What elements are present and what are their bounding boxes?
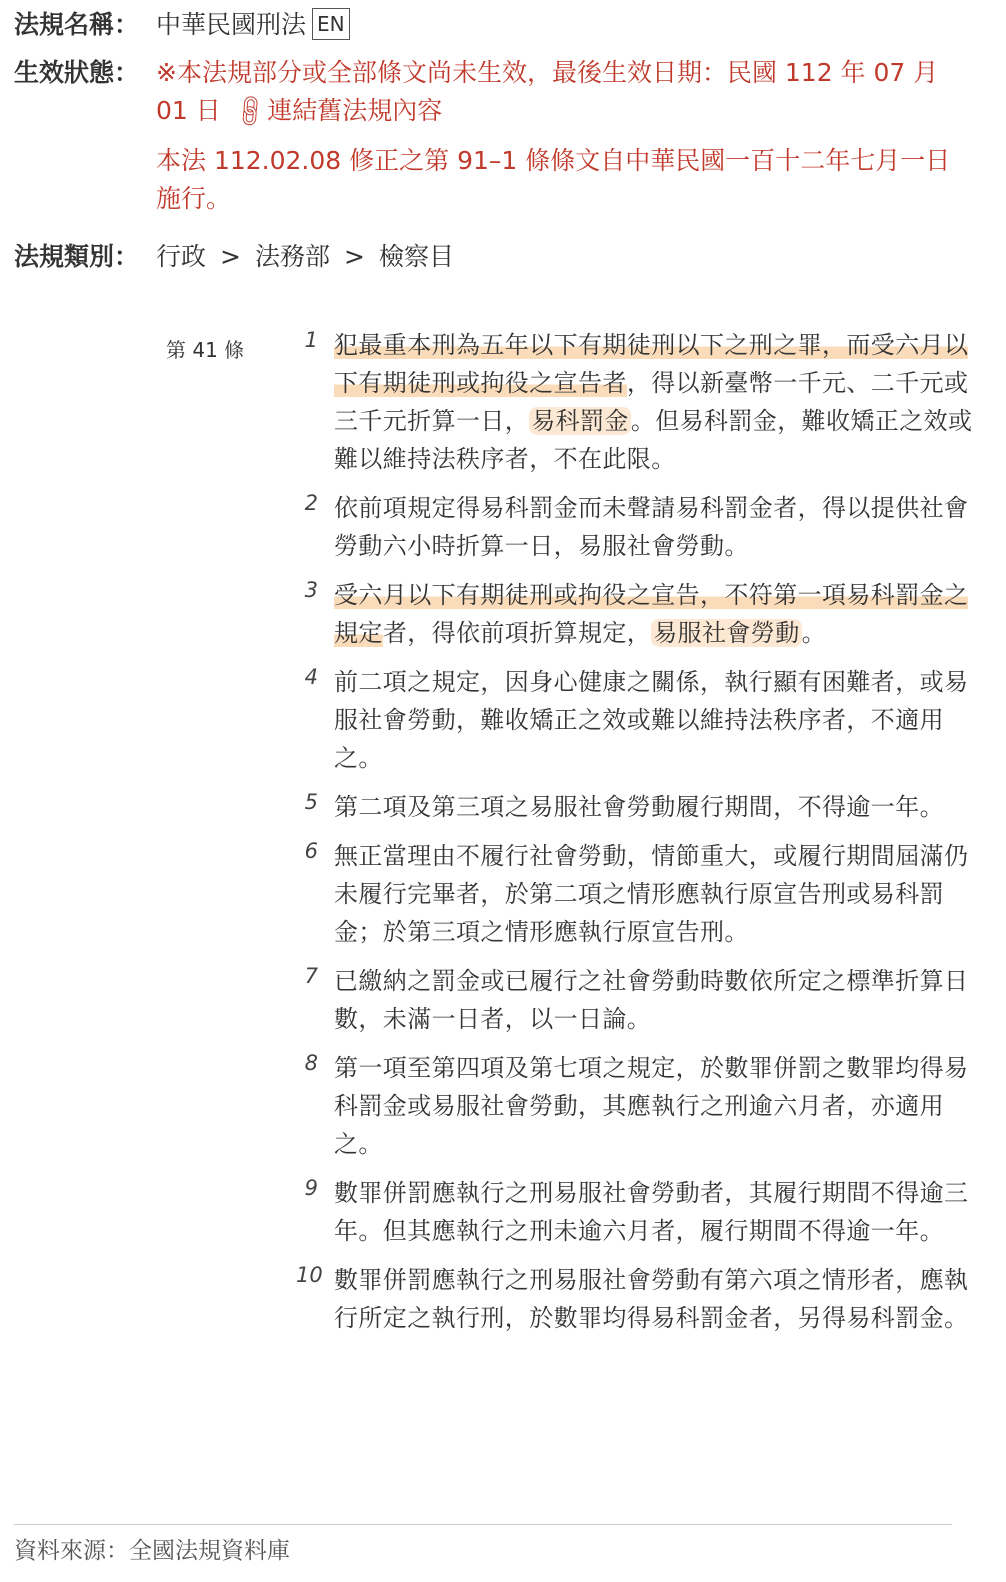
paragraph-number: 5 (304, 790, 318, 814)
paragraph-segment: 。 (801, 619, 827, 647)
paragraph-segment: 已繳納之罰金或已履行之社會勞動時數依所定之標準折算日數，未滿一日者，以一日論。 (334, 967, 969, 1033)
old-version-link[interactable] (229, 90, 443, 132)
paragraph-number: 6 (304, 839, 318, 863)
paragraph-number: 4 (304, 665, 318, 689)
link-icon: 🔗︎ (229, 90, 271, 132)
paragraph-number: 8 (304, 1051, 318, 1075)
footer-divider (14, 1524, 952, 1525)
law-name-value: 中華民國刑法 (156, 10, 307, 39)
paragraph-text (334, 1174, 976, 1250)
paragraph-number: 10 (296, 1263, 323, 1287)
status-text: ※本法規部分或全部條文尚未生效，最後生效日期：民國 112 年 07 月 01 日 (156, 58, 939, 125)
article-paragraph (296, 576, 976, 652)
paragraph-text (334, 837, 976, 951)
breadcrumb-item[interactable]: 行政 (156, 242, 207, 271)
article-paragraph (296, 1049, 976, 1163)
breadcrumb-separator: > (220, 242, 241, 271)
paragraph-segment: 依前項規定得易科罰金而未聲請易科罰金者，得以提供社會勞動六小時折算一日，易服社會勞動。 (334, 494, 969, 560)
status-label: 生效狀態： (14, 58, 140, 87)
law-name-label: 法規名稱： (14, 10, 140, 39)
article-paragraph (296, 1261, 976, 1337)
paragraph-segment: 無正當理由不履行社會勞動，情節重大，或履行期間屆滿仍未履行完畢者，於第二項之情形應執行原宣告刑或易科罰金；於第三項之情形應執行原宣告刑。 (334, 842, 969, 946)
category-breadcrumb (156, 232, 974, 276)
old-version-link-label: 連結舊法規內容 (267, 96, 443, 125)
effective-note: 本法 112.02.08 修正之第 91–1 條條文自中華民國一百十二年七月一日施行。 (156, 146, 951, 213)
paragraph-segment: 第一項至第四項及第七項之規定，於數罪併罰之數罪均得易科罰金或易服社會勞動，其應執行之刑逾六月者，亦適用之。 (334, 1054, 969, 1158)
data-source: 資料來源：全國法規資料庫 (14, 1538, 290, 1564)
article-paragraph (296, 489, 976, 565)
highlighted-term: 易服社會勞動 (653, 619, 800, 647)
paragraph-segment: 數罪併罰應執行之刑易服社會勞動者，其履行期間不得逾三年。但其應執行之刑未逾六月者，履行期間不得逾一年。 (334, 1179, 969, 1245)
highlighted-text: 犯最重本刑為五年以下有期徒刑以下之刑之罪，而受六月以下有期徒刑或拘役之宣告者 (334, 331, 969, 397)
paragraph-number: 3 (304, 578, 318, 602)
breadcrumb-separator: > (343, 242, 365, 271)
highlighted-text: 受六月以下有期徒刑或拘役之宣告，不符第一項易科罰金之規定 (334, 581, 969, 647)
paragraph-text (334, 1261, 976, 1337)
article-paragraph (296, 326, 976, 478)
paragraph-text (334, 962, 976, 1038)
law-name-row (14, 0, 974, 48)
law-meta (14, 0, 974, 282)
article-paragraphs (296, 326, 976, 1348)
article-paragraph (296, 1174, 976, 1250)
paragraph-text (334, 663, 976, 777)
paragraph-text (334, 489, 976, 565)
paragraph-text (334, 576, 976, 652)
paragraph-segment: 數罪併罰應執行之刑易服社會勞動有第六項之情形者，應執行所定之執行刑，於數罪均得易科罰金者，另得易科罰金。 (334, 1266, 969, 1332)
article-paragraph (296, 837, 976, 951)
category-label: 法規類別： (14, 242, 140, 271)
paragraph-number: 9 (304, 1176, 318, 1200)
paragraph-number: 1 (304, 328, 318, 352)
article-paragraph (296, 962, 976, 1038)
breadcrumb-item[interactable]: 檢察目 (378, 242, 454, 271)
paragraph-number: 7 (304, 964, 318, 988)
paragraph-text (334, 326, 976, 478)
highlighted-term: 易科罰金 (531, 407, 629, 435)
paragraph-segment: 第二項及第三項之易服社會勞動履行期間，不得逾一年。 (334, 793, 944, 821)
english-version-button[interactable]: EN (312, 8, 350, 40)
article-paragraph (296, 663, 976, 777)
article-paragraph (296, 788, 976, 826)
article-number: 第 41 條 (166, 338, 245, 362)
breadcrumb-item[interactable]: 法務部 (254, 242, 330, 271)
paragraph-segment: 前二項之規定，因身心健康之關係，執行顯有困難者，或易服社會勞動，難收矯正之效或難以維持法秩序者，不適用之。 (334, 668, 969, 772)
paragraph-text (334, 788, 976, 826)
paragraph-segment: ，得以新臺幣一千元、二千元或三千元折算一日， (334, 369, 969, 435)
category-row (14, 232, 974, 282)
status-row (14, 48, 974, 232)
paragraph-segment: 者，得依前項折算規定， (382, 619, 652, 647)
paragraph-number: 2 (304, 491, 318, 515)
paragraph-text (334, 1049, 976, 1163)
paragraph-segment: 。但易科罰金，難收矯正之效或難以維持法秩序者，不在此限。 (334, 407, 973, 473)
